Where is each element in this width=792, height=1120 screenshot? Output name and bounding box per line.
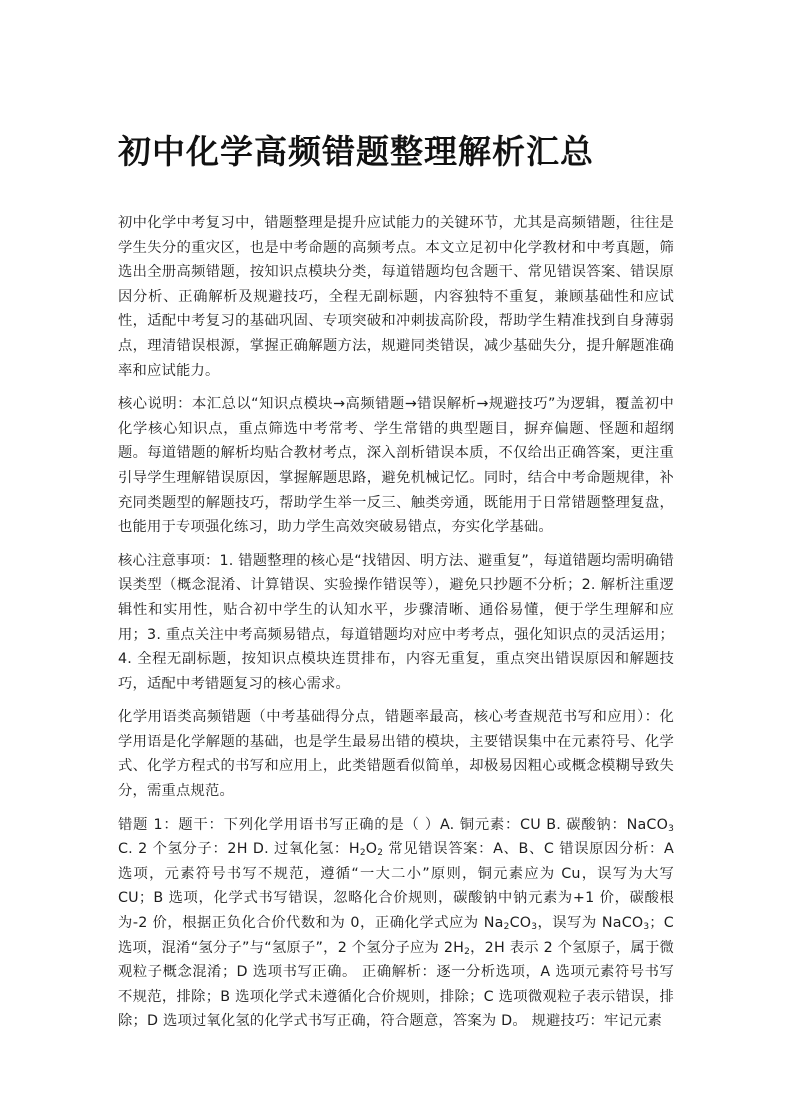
core-note-paragraph: 核心说明：本汇总以“知识点模块→高频错题→错误解析→规避技巧”为逻辑，覆盖初中化学核心知识点，重点筛选中考常考、学生常错的典型题目，摒弃偏题、怪题和超纲题。每道错题的解析均贴合教材考点，深入剖析错误本质，不仅给出正确答案，更注重引导学生理解错误原因，掌握解题思路，避免机械记忆。同时，结合中考命题规律，补充同类题型的解题技巧，帮助学生举一反三、触类旁通，既能用于日常错题整理复盘，也能用于专项强化练习，助力学生高效突破易错点，夯实化学基础。: [118, 396, 674, 536]
q1-text-5: CO: [509, 915, 532, 932]
document-title: 初中化学高频错题整理解析汇总: [118, 132, 594, 171]
q1-text-3: O: [365, 841, 378, 858]
section-intro-paragraph: 化学用语类高频错题（中考基础得分点，错题率最高，核心考查规范书写和应用）：化学用语是化学解题的基础，也是学生最易出错的模块，主要错误集中在元素符号、化学式、化学方程式的书写和应用上，此类错题看似简单，却极易因粗心或概念模糊导致失分，需重点规范。: [118, 709, 674, 800]
q1-subscript: 3: [531, 922, 538, 933]
q1-subscript: 2: [464, 946, 471, 957]
q1-subscript: 3: [643, 922, 650, 933]
question-1-paragraph: [118, 813, 674, 1034]
q1-subscript: 3: [668, 823, 674, 834]
intro-paragraph: 初中化学中考复习中，错题整理是提升应试能力的关键环节，尤其是高频错题，往往是学生失分的重灾区，也是中考命题的高频考点。本文立足初中化学教材和中考真题，筛选出全册高频错题，按知识点模块分类，每道错题均包含题干、常见错误答案、错误原因分析、正确解析及规避技巧，全程无副标题，内容独特不重复，兼顾基础性和应试性，适配中考复习的基础巩固、专项突破和冲刺拔高阶段，帮助学生精准找到自身薄弱点，理清错误根源，掌握正确解题方法，规避同类错误，减少基础失分，提升解题准确率和应试能力。: [118, 215, 674, 379]
q1-text-4: 常见错误答案：A、B、C 错误原因分析：A 选项，元素符号书写不规范，遵循“一大二小”原则，铜元素应为 Cu，误写为大写 CU；B 选项，化学式书写错误，忽略化合价规则，碳酸钠中钠元素为+1 价，碳酸根为-2 价，根据正负化合价代数和为 0，正确化学式应为 Na: [118, 841, 675, 932]
q1-text-7: ；C 选项，混淆“氢分子”与“氢原子”，2 个氢分子应为 2H: [118, 915, 674, 956]
document-body: [118, 211, 674, 1043]
q1-subscript: 2: [377, 848, 384, 859]
q1-text-8: ，2H 表示 2 个氢原子，属于微观粒子概念混淆；D 选项书写正确。 正确解析：逐一分析选项，A 选项元素符号书写不规范，排除；B 选项化学式未遵循化合价规则，排除；C 选项微观粒子表示错误，排除；D 选项过氧化氢的化学式书写正确，符合题意，答案为 D。 规避技巧：牢记元素: [118, 939, 674, 1030]
q1-subscript: 2: [359, 848, 366, 859]
core-attention-paragraph: 核心注意事项：1. 错题整理的核心是“找错因、明方法、避重复”，每道错题均需明确错误类型（概念混淆、计算错误、实验操作错误等），避免只抄题不分析；2. 解析注重逻辑性和实用性，贴合初中学生的认知水平，步骤清晰、通俗易懂，便于学生理解和应用；3. 重点关注中考高频易错点，每道错题均对应中考考点，强化知识点的灵活运用；4. 全程无副标题，按知识点模块连贯排布，内容无重复，重点突出错误原因和解题技巧，适配中考错题复习的核心需求。: [118, 552, 674, 692]
q1-text-6: ，误写为 NaCO: [537, 915, 644, 932]
q1-text-2: C. 2 个氢分子：2H D. 过氧化氢：H: [118, 841, 360, 858]
q1-subscript: 2: [503, 922, 510, 933]
q1-text-1: 错题 1：题干：下列化学用语书写正确的是（ ）A. 铜元素：CU B. 碳酸钠：NaCO: [118, 816, 669, 833]
